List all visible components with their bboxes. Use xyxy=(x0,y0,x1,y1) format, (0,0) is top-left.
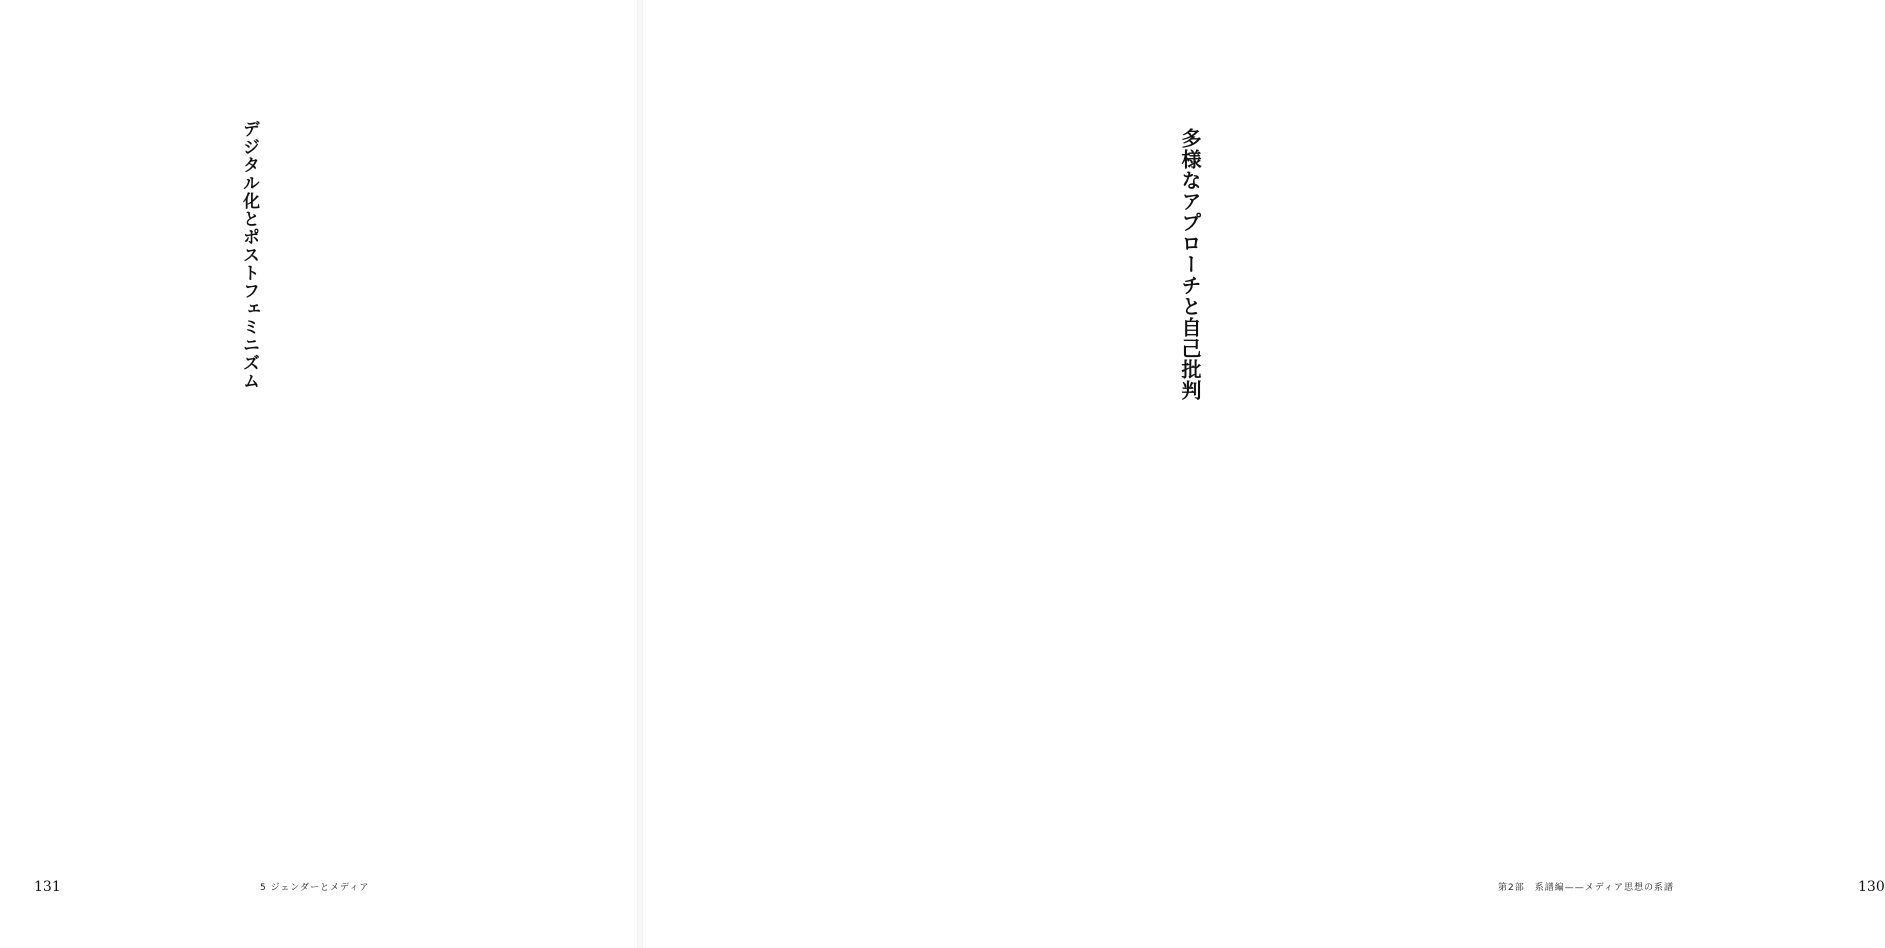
right-page xyxy=(640,0,1885,948)
running-footer: 5 ジェンダーとメディア xyxy=(260,883,370,893)
page-number: 130 xyxy=(1858,879,1885,895)
running-footer: 第2部 系譜編——メディア思想の系譜 xyxy=(1498,883,1675,893)
section-heading: デジタル化とポストフェミニズム xyxy=(239,120,259,390)
left-page xyxy=(0,0,640,948)
page-number: 131 xyxy=(34,879,61,895)
section-heading: 多様なアプローチと自己批判 xyxy=(1178,128,1202,401)
